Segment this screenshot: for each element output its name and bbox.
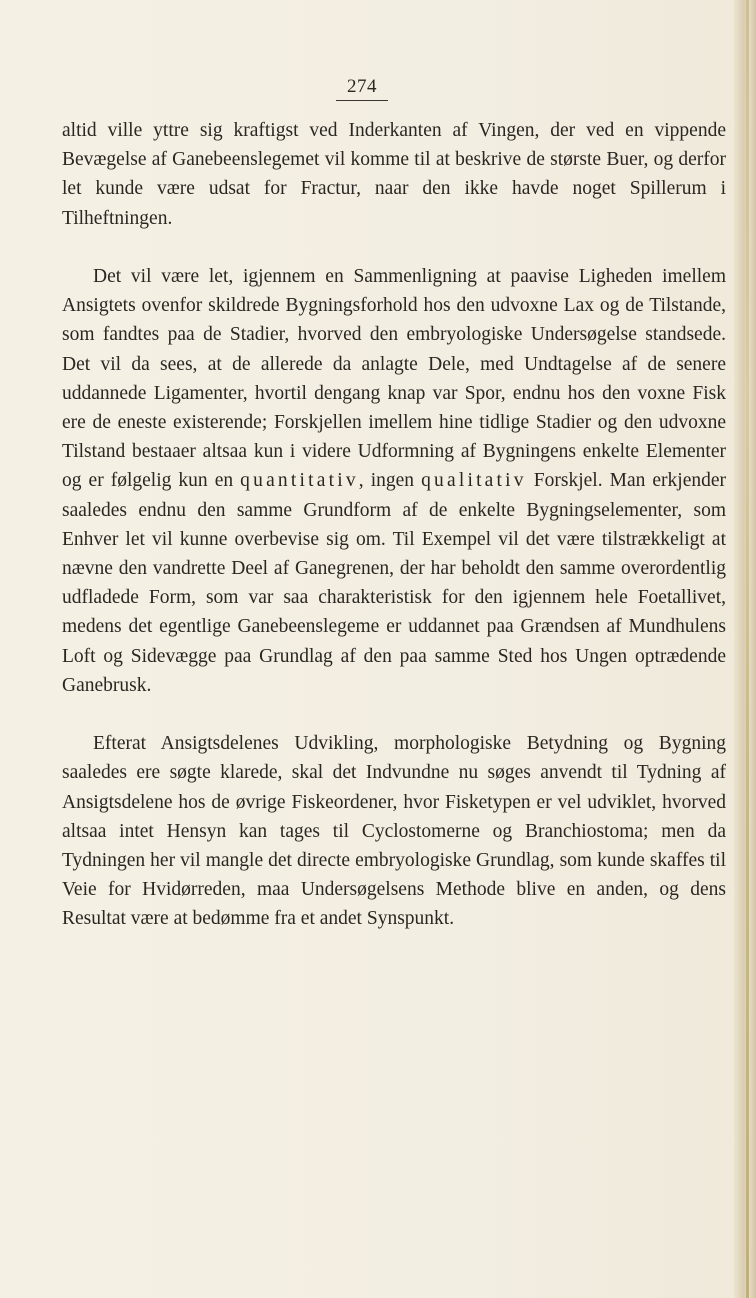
paragraph-gap — [62, 233, 726, 262]
paragraph-1: altid ville yttre sig kraftigst ved Inderkanten af Vingen, der ved en vippende Bevægelse af Ganebeenslegemet vil komme til at beskrive de største Buer, og derfor let kunde være udsat for Fractur, naar den ikke havde noget Spillerum i Tilheftningen. — [62, 120, 726, 229]
page-edge — [734, 0, 756, 1298]
binding-shadow — [746, 0, 749, 1298]
paragraph-3: Efterat Ansigtsdelenes Udvikling, morphologiske Betydning og Bygning saaledes ere søgte klarede, skal det Indvundne nu søges anvendt til Tydning af Ansigtsdelene hos de øvrige Fiskeordener, hvor Fisketypen er vel udviklet, hvorved altsaa intet Hensyn kan tages til Cyclostomerne og Branchiostoma; men da Tydningen her vil mangle det directe embryologiske Grundlag, som kunde skaffes til Veie for Hvidørreden, maa Undersøgelsens Methode blive en anden, og dens Resultat være at bedømme fra et andet Synspunkt. — [62, 733, 726, 930]
emphasis-quantitativ: quantitativ — [240, 470, 359, 492]
emphasis-qualitativ: qualitativ — [421, 470, 527, 492]
page-number: 274 — [336, 76, 388, 101]
paragraph-2-text-before: Det vil være let, igjennem en Sammenligning at paavise Ligheden imellem Ansigtets ovenfor skildrede Bygningsforhold hos den udvoxne Lax og de Tilstande, som fandtes paa de Stadier, hvorved den embryologiske Undersøgelse standsede. Det vil da sees, at de allerede da anlagte Dele, med Undtagelse af de senere uddannede Ligamenter, hvortil dengang knap var Spor, endnu hos den voxne Fisk ere de eneste existerende; Forskjellen imellem hine tidlige Stadier og den udvoxne Tilstand bestaaer altsaa kun i videre Udformning af Bygningens enkelte Elementer og er følgelig kun en — [62, 266, 726, 492]
paragraph-gap — [62, 700, 726, 729]
paragraph-2-text-after: Forskjel. Man erkjender saaledes endnu den samme Grundform af de enkelte Bygningselementer, som Enhver let vil kunne overbevise sig om. Til Exempel vil det være tilstrækkeligt at nævne den vandrette Deel af Ganegrenen, der har beholdt den samme overordentlig udfladede Form, som var saa charakteristisk for den igjennem hele Foetallivet, medens det egentlige Ganebeenslegeme er uddannet paa Grændsen af Mundhulens Loft og Sidevægge paa Grundlag af den paa samme Sted hos Ungen optrædende Ganebrusk. — [62, 470, 727, 696]
paragraph-2-text-middle: , ingen — [358, 470, 415, 492]
body-text — [62, 116, 726, 934]
paragraph-2 — [62, 262, 726, 700]
